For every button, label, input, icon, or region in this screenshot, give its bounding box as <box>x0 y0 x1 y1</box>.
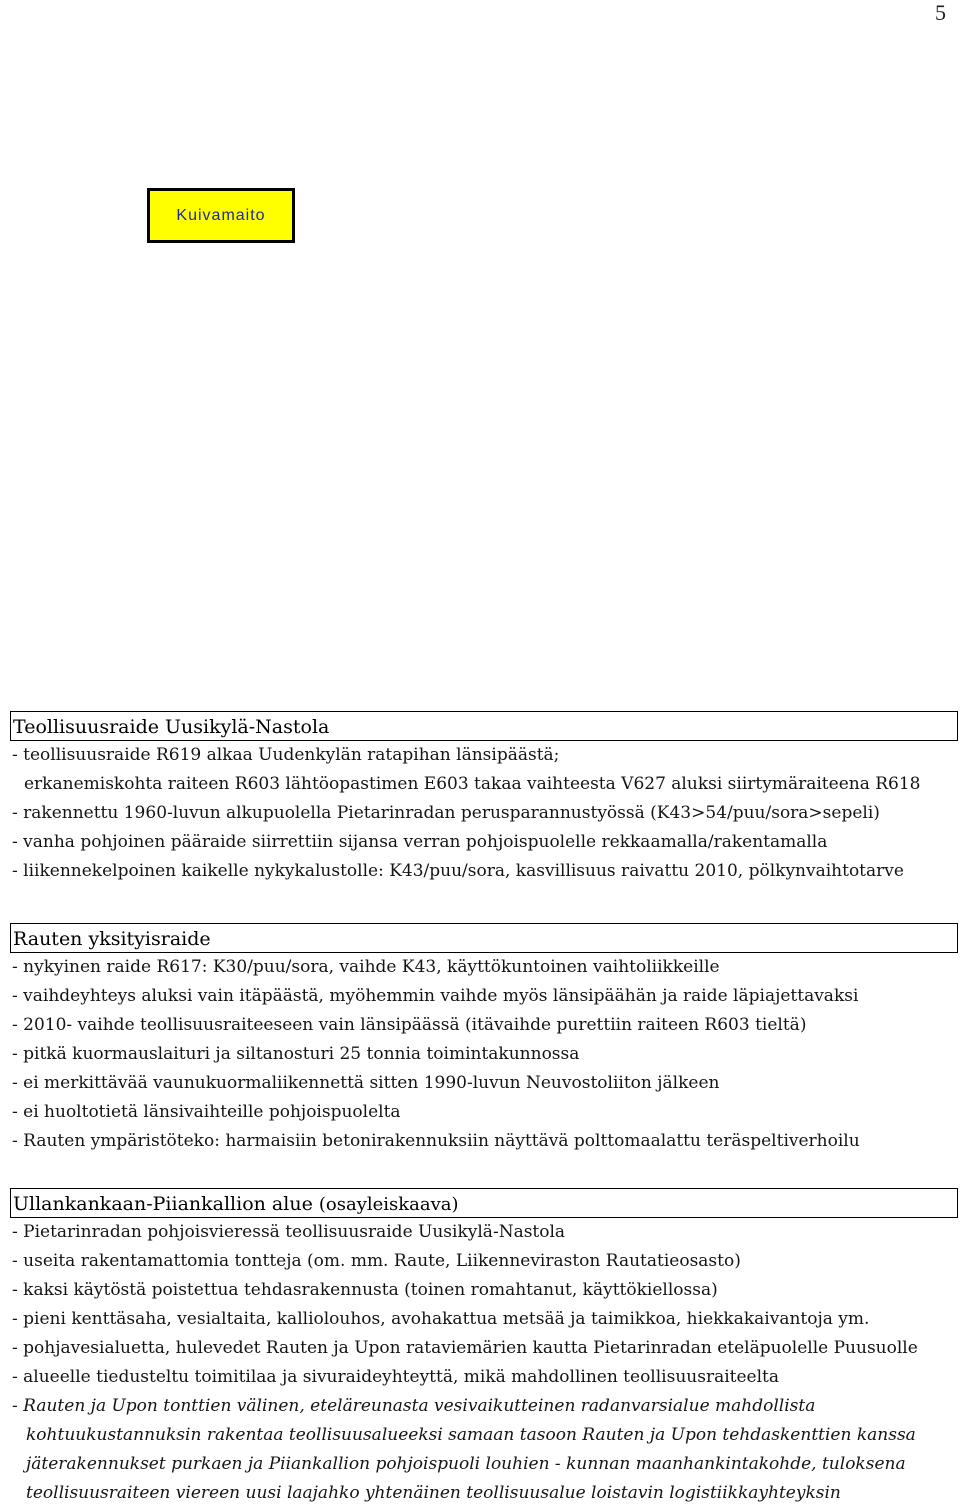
section-title-text: Rauten yksityisraide <box>13 928 211 950</box>
list-item: erkanemiskohta raiteen R603 lähtöopastimen E603 takaa vaihteesta V627 aluksi siirtymäraiteena R618 <box>24 774 921 794</box>
section-title-text: Ullankankaan-Piiankallion alue <box>13 1193 313 1215</box>
map-label-box <box>147 188 295 243</box>
section-title <box>10 923 958 953</box>
section-title-suffix: (osayleiskaava) <box>318 1194 459 1215</box>
section-title-text: Teollisuusraide Uusikylä-Nastola <box>13 716 330 738</box>
list-item: jäterakennukset purkaen ja Piiankallion pohjoispuoli louhien - kunnan maanhankintakohde, tuloksena <box>26 1454 906 1474</box>
list-item: - ei huoltotietä länsivaihteille pohjoispuolelta <box>12 1102 401 1122</box>
section-title <box>10 711 958 741</box>
section-lines <box>12 1218 958 1508</box>
list-item: kohtuukustannuksin rakentaa teollisuusalueeksi samaan tasoon Rauten ja Upon tehdaskenttien kanssa <box>26 1425 916 1445</box>
list-item: - Rauten ympäristöteko: harmaisiin betonirakennuksiin näyttävä polttomaalattu teräspeltiverhoilu <box>12 1131 860 1151</box>
section-title <box>10 1188 958 1218</box>
list-item: - pieni kenttäsaha, vesialtaita, kalliolouhos, avohakattua metsää ja taimikkoa, hiekkakaivantoja ym. <box>12 1309 870 1329</box>
list-item: - Rauten ja Upon tonttien välinen, eteläreunasta vesivaikutteinen radanvarsialue mahdollista <box>12 1396 816 1416</box>
section-lines <box>12 953 958 1156</box>
list-item: - rakennettu 1960-luvun alkupuolella Pietarinradan perusparannustyössä (K43>54/puu/sora>sepeli) <box>12 803 880 823</box>
section-ullankankaan-piiankallion <box>12 1188 958 1508</box>
list-item: - 2010- vaihde teollisuusraiteeseen vain länsipäässä (itävaihde purettiin raiteen R603 tieltä) <box>12 1015 807 1035</box>
section-rauten-yksityisraide <box>12 923 958 1156</box>
list-item: - pohjavesialuetta, hulevedet Rauten ja Upon rataviemärien kautta Pietarinradan eteläpuolelle Puusuolle <box>12 1338 918 1358</box>
map-label-text: Kuivamaito <box>176 206 266 224</box>
list-item: - ei merkittävää vaunukuormaliikennettä sitten 1990-luvun Neuvostoliiton jälkeen <box>12 1073 720 1093</box>
list-item: - liikennekelpoinen kaikelle nykykalustolle: K43/puu/sora, kasvillisuus raivattu 2010, pölkynvaihtotarve <box>12 861 904 881</box>
list-item: - vaihdeyhteys aluksi vain itäpäästä, myöhemmin vaihde myös länsipäähän ja raide läpiajettavaksi <box>12 986 859 1006</box>
list-item: - Pietarinradan pohjoisvieressä teollisuusraide Uusikylä-Nastola <box>12 1222 566 1242</box>
list-item: - vanha pohjoinen pääraide siirrettiin sijansa verran pohjoispuolelle rekkaamalla/rakentamalla <box>12 832 828 852</box>
section-lines <box>12 741 958 886</box>
list-item: - teollisuusraide R619 alkaa Uudenkylän ratapihan länsipäästä; <box>12 745 560 765</box>
list-item: - pitkä kuormauslaituri ja siltanosturi 25 tonnia toimintakunnossa <box>12 1044 580 1064</box>
list-item: teollisuusraiteen viereen uusi laajahko yhtenäinen teollisuusalue loistavin logistiikkayhteyksin <box>26 1483 841 1503</box>
page-number: 5 <box>935 0 946 25</box>
list-item: - nykyinen raide R617: K30/puu/sora, vaihde K43, käyttökuntoinen vaihtoliikkeille <box>12 957 720 977</box>
list-item: - useita rakentamattomia tontteja (om. mm. Raute, Liikenneviraston Rautatieosasto) <box>12 1251 741 1271</box>
list-item: - kaksi käytöstä poistettua tehdasrakennusta (toinen romahtanut, käyttökiellossa) <box>12 1280 718 1300</box>
section-teollisuusraide <box>12 711 958 886</box>
list-item: - alueelle tiedusteltu toimitilaa ja sivuraideyhteyttä, mikä mahdollinen teollisuusraiteelta <box>12 1367 780 1387</box>
